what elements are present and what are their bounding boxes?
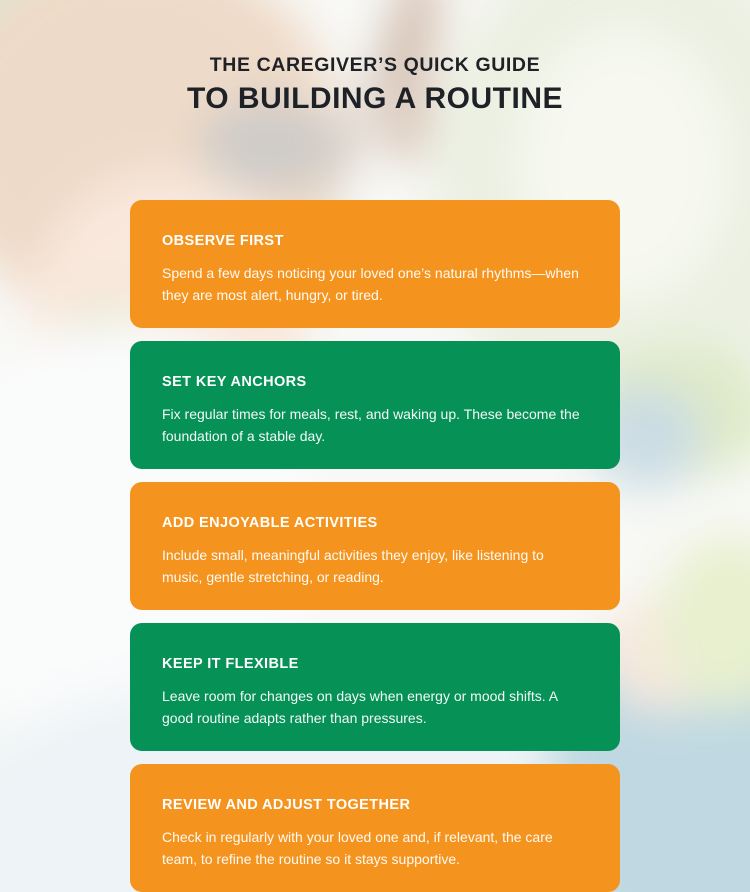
guide-title: TO BUILDING A ROUTINE (186, 82, 564, 115)
card-body: Include small, meaningful activities they enjoy, like listening to music, gentle stretching, or reading. (162, 547, 544, 585)
card-set-key-anchors (130, 341, 620, 469)
content (0, 54, 750, 892)
card-body: Spend a few days noticing your loved one’s natural rhythms—when they are most alert, hungry, or tired. (162, 265, 579, 303)
card-heading: SET KEY ANCHORS (162, 374, 307, 390)
card-review-and-adjust (130, 764, 620, 892)
card-heading: OBSERVE FIRST (162, 233, 284, 249)
card-body: Fix regular times for meals, rest, and waking up. These become the foundation of a stable day. (162, 406, 580, 444)
card-keep-it-flexible (130, 623, 620, 751)
card-heading: REVIEW AND ADJUST TOGETHER (162, 797, 411, 813)
card-body: Check in regularly with your loved one and, if relevant, the care team, to refine the routine so it stays supportive. (162, 829, 553, 867)
card-body: Leave room for changes on days when energy or mood shifts. A good routine adapts rather than pressures. (162, 688, 558, 726)
guide-kicker: THE CAREGIVER’S QUICK GUIDE (209, 54, 541, 76)
card-heading: KEEP IT FLEXIBLE (162, 656, 299, 672)
card-heading: ADD ENJOYABLE ACTIVITIES (162, 515, 378, 531)
card-add-enjoyable-activities (130, 482, 620, 610)
card-observe-first (130, 200, 620, 328)
card-list (130, 200, 620, 892)
